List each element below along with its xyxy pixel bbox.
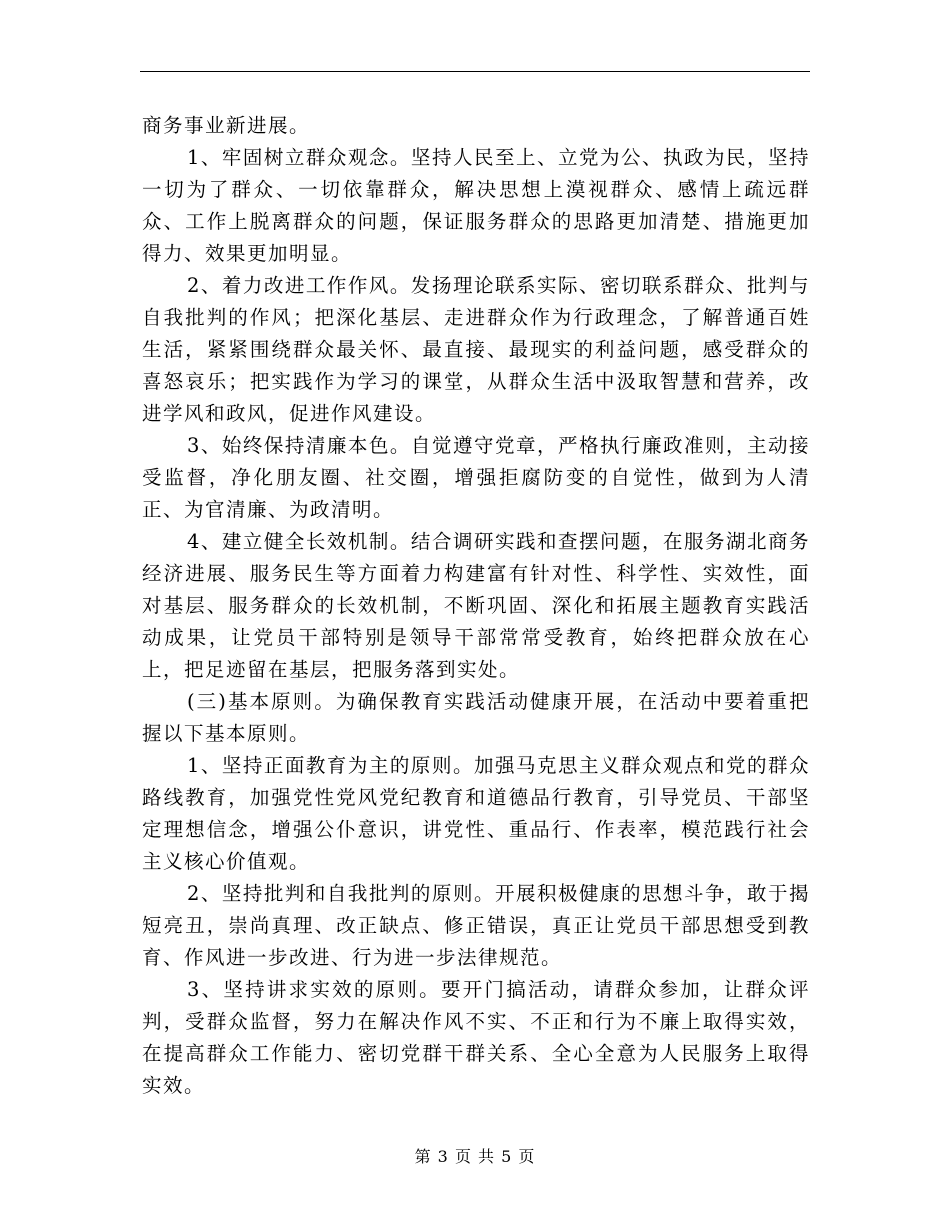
paragraph: 4、建立健全长效机制。结合调研实践和查摆问题，在服务湖北商务经济进展、服务民生等方面着力构建富有针对性、科学性、实效性，面对基层、服务群众的长效机制，不断巩固、深化和拓展主题教育实践活动成果，让党员干部特别是领导干部常常受教育，始终把群众放在心上，把足迹留在基层，把服务落到实处。: [142, 530, 810, 681]
page-number: 第 3 页 共 5 页: [414, 1147, 536, 1166]
paragraph: 商务事业新进展。: [142, 114, 311, 137]
paragraph: 3、坚持讲求实效的原则。要开门搞活动，请群众参加，让群众评判，受群众监督，努力在解决作风不实、不正和行为不廉上取得实效，在提高群众工作能力、密切党群干群关系、全心全意为人民服务上取得实效。: [142, 978, 810, 1097]
paragraph: 3、始终保持清廉本色。自觉遵守党章，严格执行廉政准则，主动接受监督，净化朋友圈、社交圈，增强拒腐防变的自觉性，做到为人清正、为官清廉、为政清明。: [142, 434, 810, 521]
header-rule: [140, 71, 810, 72]
paragraph: 1、坚持正面教育为主的原则。加强马克思主义群众观点和党的群众路线教育，加强党性党风党纪教育和道德品行教育，引导党员、干部坚定理想信念，增强公仆意识，讲党性、重品行、作表率，模范践行社会主义核心价值观。: [142, 754, 810, 873]
paragraph: 2、着力改进工作作风。发扬理论联系实际、密切联系群众、批判与自我批判的作风；把深化基层、走进群众作为行政理念，了解普通百姓生活，紧紧围绕群众最关怀、最直接、最现实的利益问题，感受群众的喜怒哀乐；把实践作为学习的课堂，从群众生活中汲取智慧和营养，改进学风和政风，促进作风建设。: [142, 274, 810, 425]
paragraph: 2、坚持批判和自我批判的原则。开展积极健康的思想斗争，敢于揭短亮丑，崇尚真理、改正缺点、修正错误，真正让党员干部思想受到教育、作风进一步改进、行为进一步法律规范。: [142, 882, 810, 969]
paragraph: (三)基本原则。为确保教育实践活动健康开展，在活动中要着重把握以下基本原则。: [142, 690, 810, 745]
document-body: [142, 110, 810, 1102]
paragraph: 1、牢固树立群众观念。坚持人民至上、立党为公、执政为民，坚持一切为了群众、一切依靠群众，解决思想上漠视群众、感情上疏远群众、工作上脱离群众的问题，保证服务群众的思路更加清楚、措施更加得力、效果更加明显。: [142, 146, 810, 265]
